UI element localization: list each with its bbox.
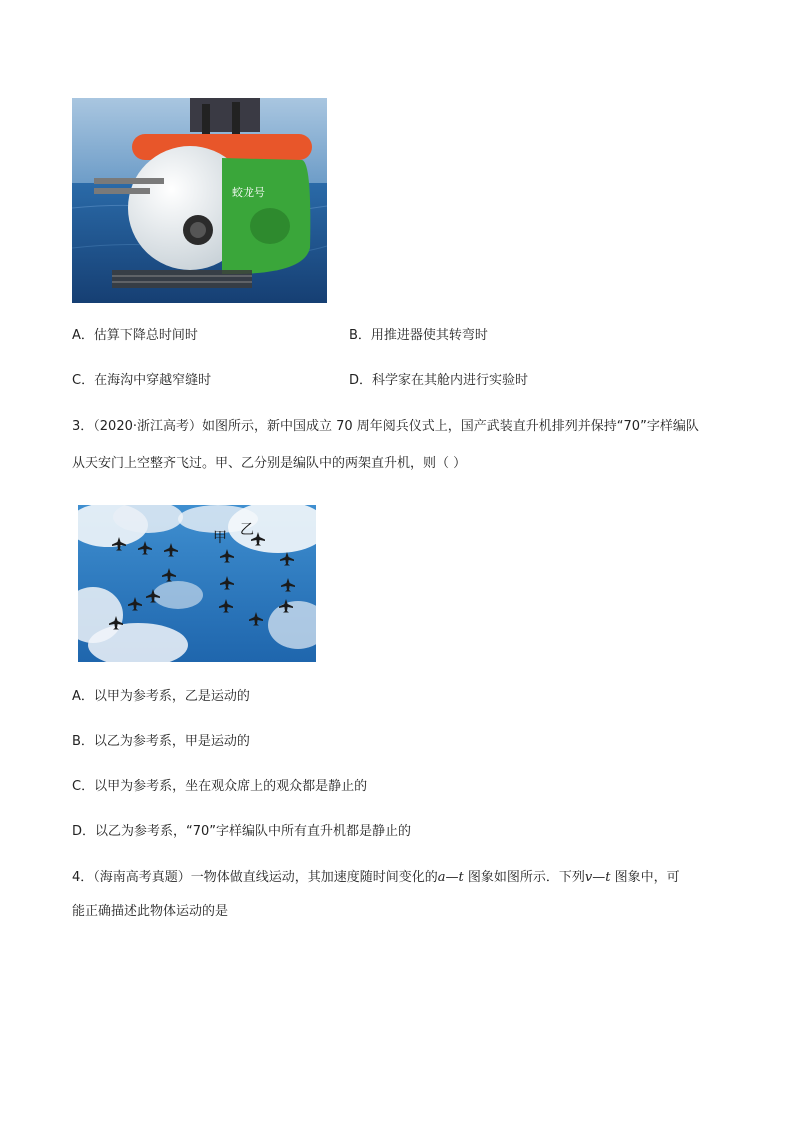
q3-option-d[interactable]: [72, 823, 411, 841]
q3-option-a[interactable]: [72, 688, 250, 706]
option-letter: D．: [349, 373, 373, 388]
question-number: 4．: [72, 870, 94, 885]
option-letter: B．: [349, 328, 371, 343]
option-text: 科学家在其舱内进行实验时: [372, 373, 529, 388]
option-text: 以甲为参考系，乙是运动的: [93, 689, 250, 704]
q3-stem-text-2: 从天安门上空整齐飞过。甲、乙分别是编队中的两架直升机，则（ ）: [72, 456, 467, 471]
option-letter: D．: [72, 824, 96, 839]
question-number: 3．: [72, 419, 94, 434]
q4-symbol-at: a—t: [437, 870, 464, 885]
q4-stem-text-b: 图象如图所示．下列: [463, 870, 585, 885]
q4-stem-line2: [72, 903, 228, 921]
submersible-photo: [72, 98, 327, 303]
q3-stem-line1: [72, 418, 699, 436]
option-letter: B．: [72, 734, 94, 749]
option-text: 估算下降总时间时: [93, 328, 198, 343]
q4-stem-text-a: （海南高考真题）一物体做直线运动，其加速度随时间变化的: [93, 870, 438, 885]
label-jia: 甲: [213, 530, 227, 546]
q4-symbol-vt: v—t: [584, 870, 611, 885]
submersible-illustration: [72, 98, 327, 303]
helicopter-formation-illustration: [78, 505, 316, 662]
option-text: 用推进器使其转弯时: [370, 328, 488, 343]
q3-stem-line2: [72, 455, 466, 473]
q3-stem-text: （2020·浙江高考）如图所示，新中国成立 70 周年阅兵仪式上，国产武装直升机排列并保持“70”字样编队: [93, 419, 699, 434]
q4-stem-text-2: 能正确描述此物体运动的是: [72, 904, 229, 919]
option-text: 以乙为参考系，“70”字样编队中所有直升机都是静止的: [95, 824, 412, 839]
label-yi: 乙: [240, 522, 254, 538]
option-text: 在海沟中穿越窄缝时: [94, 373, 212, 388]
hull-text: 蛟龙号: [232, 186, 265, 199]
option-letter: C．: [72, 373, 95, 388]
option-text: 以甲为参考系，坐在观众席上的观众都是静止的: [94, 779, 368, 794]
q2-option-a[interactable]: [72, 327, 198, 345]
option-letter: A．: [72, 689, 94, 704]
option-letter: A．: [72, 328, 94, 343]
q4-stem-text-c: 图象中，可: [610, 870, 680, 885]
q4-stem-line1: [72, 869, 680, 887]
helicopter-formation-photo: [78, 505, 316, 662]
q2-option-c[interactable]: [72, 372, 211, 390]
q3-option-b[interactable]: [72, 733, 250, 751]
q2-option-d[interactable]: [349, 372, 528, 390]
q3-option-c[interactable]: [72, 778, 367, 796]
q2-option-b[interactable]: [349, 327, 488, 345]
option-letter: C．: [72, 779, 95, 794]
option-text: 以乙为参考系，甲是运动的: [93, 734, 250, 749]
